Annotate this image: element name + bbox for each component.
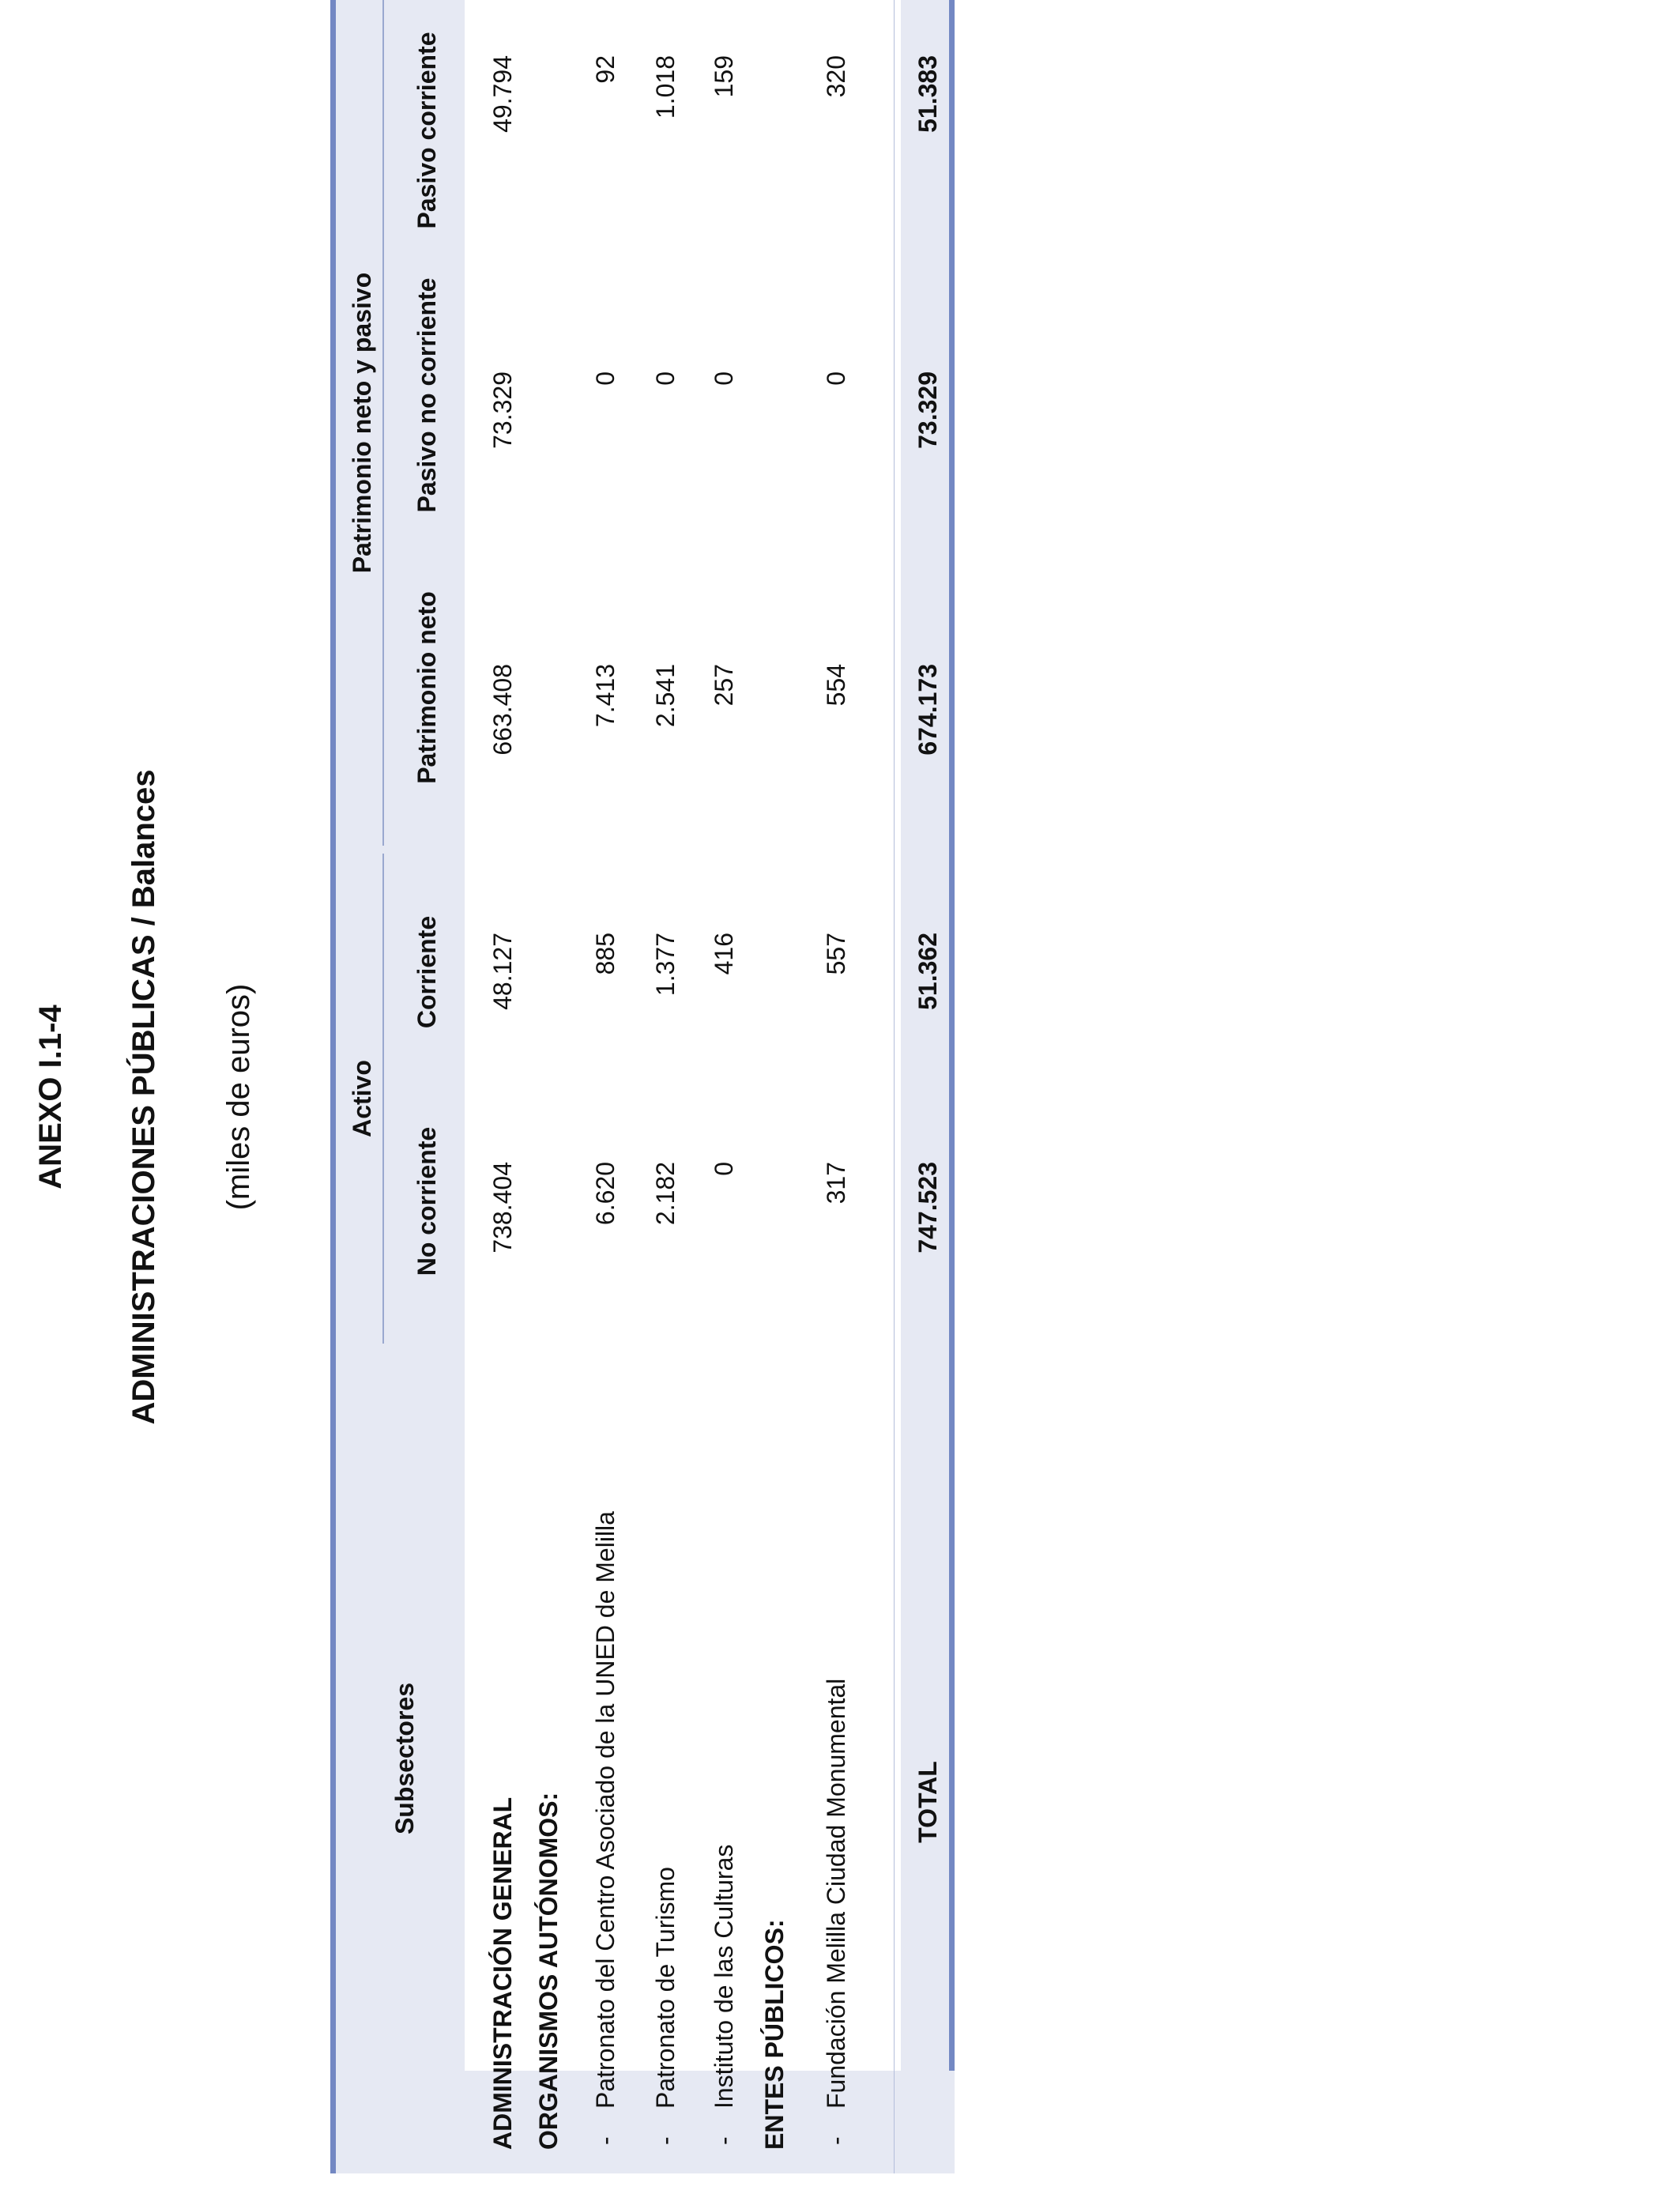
total-patrimonio-neto: 674.173 — [913, 664, 942, 756]
value-no-corriente: 2.182 — [651, 1162, 680, 1226]
value-pasivo-no-corriente: 73.329 — [488, 371, 517, 449]
report-title: ADMINISTRACIONES PÚBLICAS / Balances — [126, 769, 161, 1425]
annex-title: ANEXO I.1-4 — [33, 1005, 68, 1189]
row-label: ORGANISMOS AUTÓNOMOS: — [534, 1792, 563, 2150]
value-patrimonio-neto: 663.408 — [488, 664, 517, 756]
value-patrimonio-neto: 554 — [822, 664, 850, 707]
row-label: Instituto de las Culturas — [710, 1844, 738, 2109]
row-dash: - — [651, 2136, 680, 2145]
row-dash: - — [822, 2136, 850, 2145]
row-label: ADMINISTRACIÓN GENERAL — [488, 1796, 517, 2150]
value-patrimonio-neto: 257 — [710, 664, 738, 707]
row-dash: - — [591, 2136, 620, 2145]
value-pasivo-corriente: 49.794 — [488, 55, 517, 133]
row-label: Fundación Melilla Ciudad Monumental — [822, 1678, 850, 2109]
value-no-corriente: 738.404 — [488, 1162, 517, 1253]
total-label: TOTAL — [913, 1761, 942, 1843]
patrimonio-group-underline — [382, 0, 384, 846]
total-no-corriente: 747.523 — [913, 1162, 942, 1253]
header-patrimonio-neto: Patrimonio neto — [412, 591, 441, 784]
header-group-activo: Activo — [348, 1060, 376, 1137]
row-dash: - — [710, 2136, 738, 2145]
value-pasivo-corriente: 1.018 — [651, 55, 680, 119]
value-pasivo-corriente: 92 — [591, 55, 620, 84]
total-corriente: 51.362 — [913, 933, 942, 1010]
header-pasivo-no-corriente: Pasivo no corriente — [412, 277, 441, 513]
value-patrimonio-neto: 2.541 — [651, 664, 680, 728]
value-pasivo-no-corriente: 0 — [651, 371, 680, 386]
activo-group-underline — [382, 854, 384, 1344]
value-no-corriente: 317 — [822, 1162, 850, 1204]
header-pasivo-corriente: Pasivo corriente — [412, 32, 441, 229]
value-no-corriente: 6.620 — [591, 1162, 620, 1226]
value-corriente: 416 — [710, 933, 738, 975]
row-label: Patronato del Centro Asociado de la UNED de Melilla — [591, 1511, 620, 2109]
units-subtitle: (miles de euros) — [221, 983, 256, 1211]
value-pasivo-corriente: 320 — [822, 55, 850, 98]
value-no-corriente: 0 — [710, 1162, 738, 1176]
header-corriente: Corriente — [412, 915, 441, 1029]
balances-table — [330, 0, 955, 2173]
header-subsectores: Subsectores — [390, 1682, 419, 1835]
total-divider — [894, 0, 895, 2173]
value-corriente: 557 — [822, 933, 850, 975]
value-pasivo-no-corriente: 0 — [710, 371, 738, 386]
value-pasivo-no-corriente: 0 — [591, 371, 620, 386]
total-pasivo-no-corriente: 73.329 — [913, 371, 942, 449]
value-corriente: 48.127 — [488, 933, 517, 1010]
row-label: Patronato de Turismo — [651, 1867, 680, 2109]
total-pasivo-corriente: 51.383 — [913, 55, 942, 133]
header-no-corriente: No corriente — [412, 1126, 441, 1276]
value-corriente: 1.377 — [651, 933, 680, 997]
value-pasivo-corriente: 159 — [710, 55, 738, 98]
header-group-patrimonio: Patrimonio neto y pasivo — [348, 272, 376, 574]
value-pasivo-no-corriente: 0 — [822, 371, 850, 386]
value-patrimonio-neto: 7.413 — [591, 664, 620, 728]
value-corriente: 885 — [591, 933, 620, 975]
row-label: ENTES PÚBLICOS: — [760, 1919, 789, 2150]
